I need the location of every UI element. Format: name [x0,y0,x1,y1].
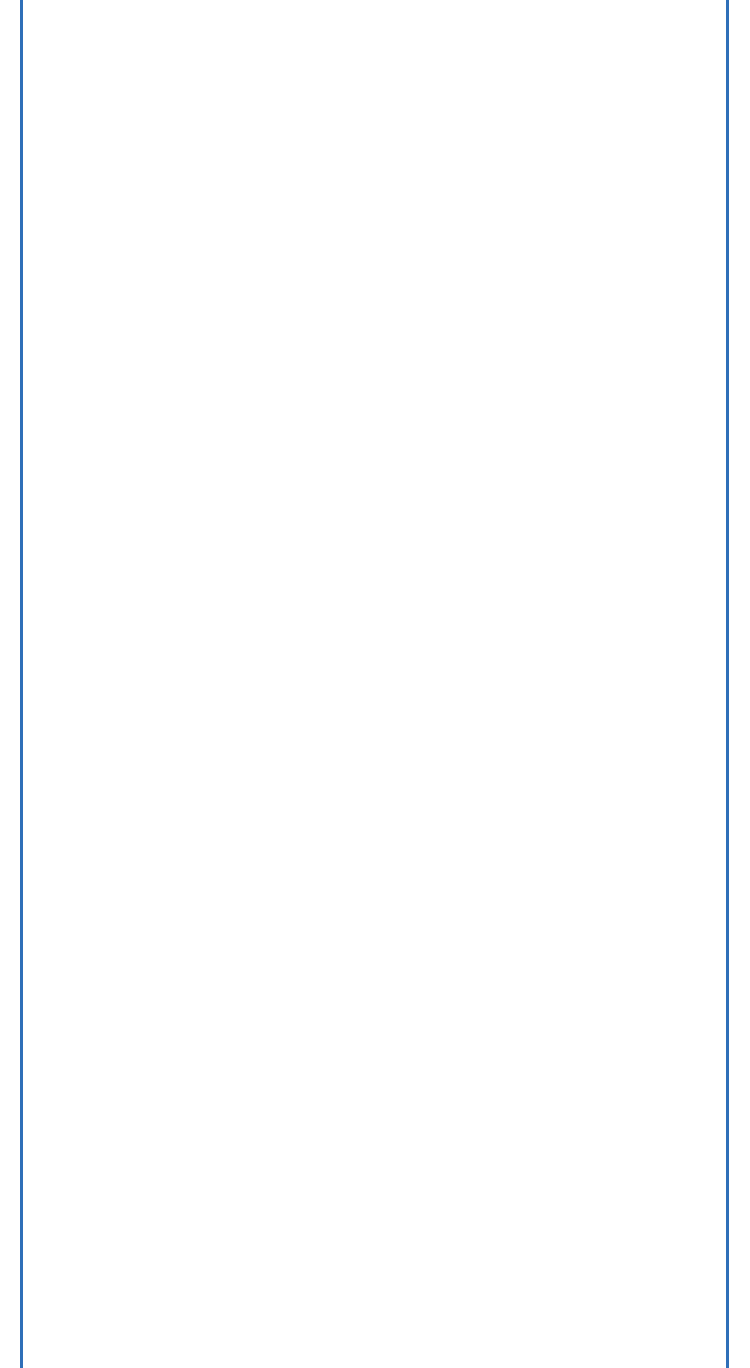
right-border [726,0,729,1368]
table-of-contents [0,0,750,90]
left-border [20,0,23,1368]
chapter-heading [0,34,750,80]
